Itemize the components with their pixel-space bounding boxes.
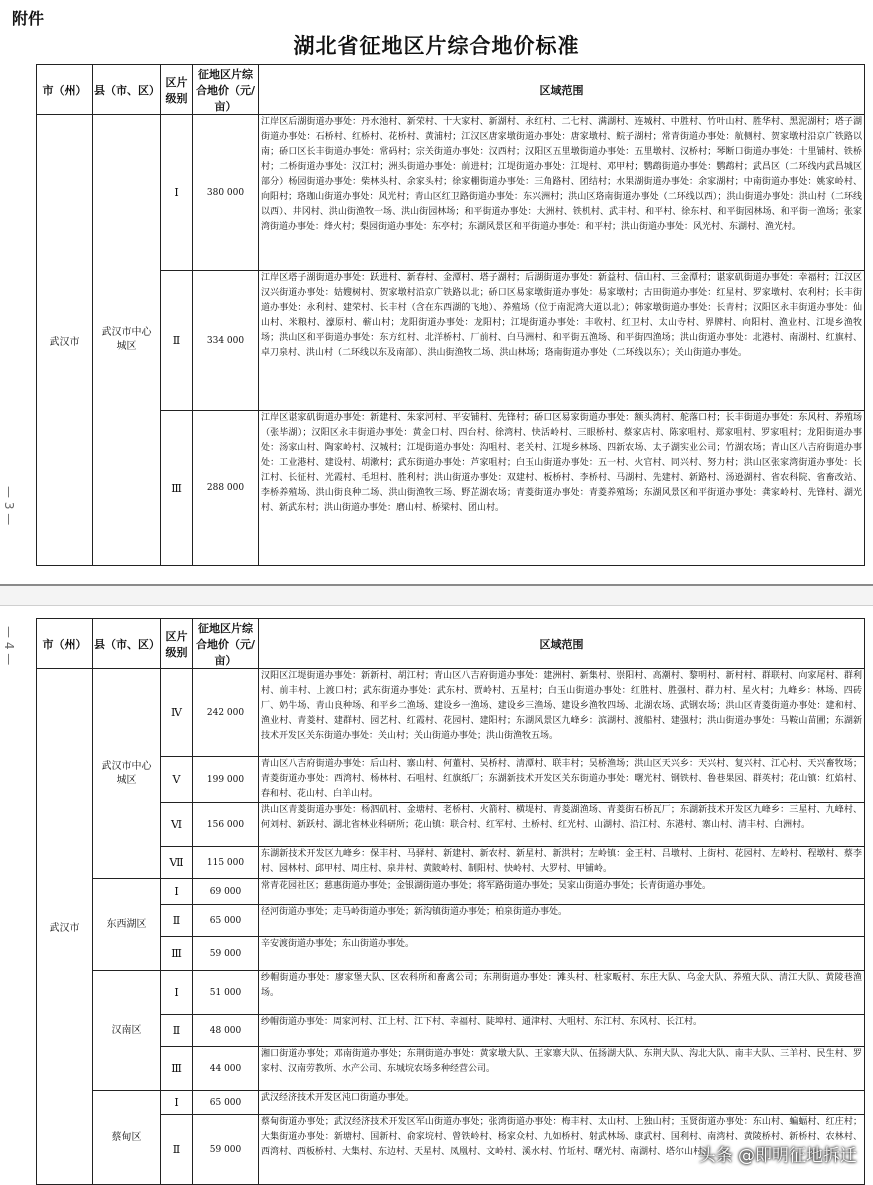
level-cell: Ⅱ [161,1015,193,1047]
price-cell: 65 000 [193,1091,259,1115]
price-cell: 199 000 [193,757,259,803]
county-cell [93,879,161,971]
table-row [37,1091,865,1115]
table-row [37,1015,865,1047]
table-row [37,1047,865,1091]
scope-cell: 常青花园社区；慈惠街道办事处；金银湖街道办事处；将军路街道办事处；吴家山街道办事处；长青街道办事处。 [259,879,865,905]
table-row [37,905,865,937]
header-scope: 区域范围 [259,65,865,115]
county-cell [93,1091,161,1185]
county-cell [93,971,161,1091]
page-number: — 3 — [2,486,16,526]
level-cell: Ⅳ [161,669,193,757]
level-cell: Ⅱ [161,905,193,937]
table-row [37,271,865,411]
price-cell: 44 000 [193,1047,259,1091]
level-cell: Ⅲ [161,411,193,566]
scope-cell: 武汉经济技术开发区沌口街道办事处。 [259,1091,865,1115]
header-city: 市（州） [37,619,93,669]
county-cell [93,115,161,566]
document-title: 湖北省征地区片综合地价标准 [293,34,580,58]
county-label: 武汉市中心城区 [101,760,152,786]
table-header-row [37,619,865,669]
document-page-4 [0,606,873,1178]
level-cell: Ⅰ [161,115,193,271]
table-row [37,757,865,803]
county-cell [93,669,161,879]
price-cell: 380 000 [193,115,259,271]
level-cell: Ⅰ [161,879,193,905]
price-cell: 48 000 [193,1015,259,1047]
city-cell: 武汉市 [37,115,93,566]
page-separator [0,584,873,606]
table-header-row [37,65,865,115]
scope-cell: 汉阳区江堤街道办事处：新新村、胡江村；青山区八吉府街道办事处：建洲村、新集村、崇阳村、高潮村、黎明村、新村村、群联村、向家尾村、群利村、前丰村、上渡口村；武东街道办事处：武东村、贾岭村、五星村；白玉山街道办事处：红胜村、胜强村、群力村、星火村；九峰乡：林场、四砖厂、奶牛场、青山良种场、和平乡二渔场、建设乡一渔场、建设乡三渔场、建设乡渔牧四场、北湖农场、武钢农场；洪山区青菱街道办事处：建和村、渔业村、青菱村、建群村、园艺村、红霞村、花园村、建阳村；东湖风景区九峰乡：滨湖村、渡船村、建强村；洪山街道办事处：马鞍山苗圃；东湖新技术开发区关东街道办事处：关山村；关山街道办事处；洪山街渔牧五场。 [259,669,865,757]
scope-cell: 纱帽街道办事处：廖家堡大队、区农科所和畜禽公司；东荆街道办事处：滩头村、杜家畈村、东庄大队、乌金大队、养殖大队、清江大队、黄陵巷渔场。 [259,971,865,1015]
price-cell: 288 000 [193,411,259,566]
table-row [37,411,865,566]
table-row [37,115,865,271]
header-county: 县（市、区） [93,65,161,115]
header-city: 市（州） [37,65,93,115]
county-label: 蔡甸区 [111,1131,142,1143]
header-county: 县（市、区） [93,619,161,669]
page-number: — 4 — [2,626,16,666]
level-cell: Ⅲ [161,1047,193,1091]
level-cell: Ⅶ [161,847,193,879]
scope-cell: 东湖新技术开发区九峰乡：保丰村、马驿村、新建村、新农村、新星村、新洪村；左岭镇：金王村、吕墩村、上街村、花园村、左岭村、程墩村、蔡李村、园林村、邱甲村、周庄村、泉井村、黄陂岭村、制阳村、快岭村、大罗村、甲铺岭。 [259,847,865,879]
price-cell: 69 000 [193,879,259,905]
price-cell: 59 000 [193,1115,259,1185]
scope-cell: 蔡甸街道办事处；武汉经济技术开发区军山街道办事处；张湾街道办事处：梅丰村、太山村、上独山村；玉贤街道办事处：东山村、蝙蝠村、红庄村；大集街道办事处：新塘村、国新村、俞家垸村、曾铁岭村、杨家众村、九如桥村、射武林场、康武村、国利村、南湾村、黄陵桥村、新桥村、农林村、西湾村、西板桥村、大集村、东边村、天星村、凤凰村、文岭村、溪水村、竹坵村、曙光村、南湖村、塔尔山村。 [259,1115,865,1185]
scope-cell: 湘口街道办事处；邓南街道办事处；东荆街道办事处：黄家墩大队、王家寨大队、伍扬湖大队、东荆大队、沟北大队、南丰大队、三羊村、民生村、罗家村、汉南劳教所、水产公司、东城垸农场多种经营公司。 [259,1047,865,1091]
table-row [37,803,865,847]
attachment-label: 附件 [12,9,45,28]
watermark-text: 头条 @即明征地拆迁 [698,1146,857,1166]
price-cell: 115 000 [193,847,259,879]
city-cell: 武汉市 [37,669,93,1185]
scope-cell: 江岸区塔子湖街道办事处：跃进村、新春村、金潭村、塔子湖村；后湖街道办事处：新益村、信山村、三金潭村；谌家矶街道办事处：幸福村；江汉区汉兴街道办事处：姑嫂树村、贺家墩村沿京广铁路以北；硚口区易家墩街道办事处：易家墩村；古田街道办事处：红星村、罗家墩村、农利村；长丰街道办事处：永利村、建荣村、长丰村（含在东西湖的飞地）、养殖场（位于南泥湾大道以北）；韩家墩街道办事处：长青村；汉阳区永丰街道办事处：仙山村、米粮村、濠原村、蕲山村；龙阳街道办事处：龙阳村；江堤街道办事处：丰收村、红卫村、太山寺村、界牌村、向阳村、渔业村、江堤乡渔牧场；洪山区和平街道办事处：东方红村、北洋桥村、厂前村、白马洲村、和平街五渔场、和平街四渔场；洪山街道办事处：北港村、南湖村、红旗村、卓刀泉村、洪山村（二环线以东及南部）、洪山街渔牧二场、洪山林场；珞南街道办事处（二环线以东）；关山街道办事处。 [259,271,865,411]
scope-cell: 青山区八吉府街道办事处：后山村、寨山村、何董村、吴桥村、清潭村、联丰村；吴桥渔场；洪山区天兴乡：天兴村、复兴村、江心村、天兴畜牧场；青菱街道办事处：西湾村、杨林村、石咀村、红旗纸厂；东湖新技术开发区关东街道办事处：曙光村、钢铁村、鲁巷果园、群英村；花山镇：红焰村、春和村、花山村、白羊山村。 [259,757,865,803]
county-label: 武汉市中心城区 [101,327,152,352]
scope-cell: 江岸区谌家矶街道办事处：新建村、朱家河村、平安铺村、先锋村；硚口区易家街道办事处：额头湾村、舵落口村；长丰街道办事处：东风村、养殖场（张毕湖）；汉阳区永丰街道办事处：黄金口村、四台村、徐湾村、快活岭村、三眼桥村、蔡家店村、陈家咀村、郑家咀村、罗家咀村；龙阳街道办事处：汤家山村、陶家岭村、汉城村；江堤街道办事处：沟咀村、老关村、江堤乡林场、四新农场、太子湖实业公司；竹湖农场；青山区八吉府街道办事处：工业港村、建设村、胡漱村；武东街道办事处：芦家咀村；白玉山街道办事处：五一村、火官村、同兴村、努力村；洪山区张家湾街道办事处：长江村、长征村、光霞村、毛坦村、胜利村；洪山街道办事处：双建村、板桥村、李桥村、马湖村、先建村、新路村、汤逊湖村、省农科院、省畜改站、李桥养殖场、洪山街良种二场、洪山街渔牧三场、野芷湖农场；青菱街道办事处：青菱养殖场；东湖风景区和平街道办事处：龚家岭村、先锋村、湖光村、新武东村；洪山街道办事处：磨山村、桥梁村、团山村。 [259,411,865,566]
price-cell: 242 000 [193,669,259,757]
level-cell: Ⅵ [161,803,193,847]
scope-cell: 洪山区青菱街道办事处：杨泗矶村、金塘村、老桥村、火箭村、横堤村、青菱湖渔场、青菱街石桥瓦厂；东湖新技术开发区九峰乡：三星村、九峰村、何刘村、新跃村、湖北省林业科研所；花山镇：联合村、红军村、土桥村、红光村、山湖村、沿江村、东港村、寨山村、清丰村、白洲村。 [259,803,865,847]
price-cell: 51 000 [193,971,259,1015]
scope-cell: 径河街道办事处；走马岭街道办事处；新沟镇街道办事处；柏泉街道办事处。 [259,905,865,937]
header-scope: 区域范围 [259,619,865,669]
level-cell: Ⅰ [161,971,193,1015]
price-cell: 334 000 [193,271,259,411]
price-cell: 156 000 [193,803,259,847]
county-label: 汉南区 [111,1024,142,1036]
table-row [37,669,865,757]
county-label: 东西湖区 [106,918,147,930]
price-table-page-3 [36,64,865,566]
level-cell: Ⅰ [161,1091,193,1115]
price-cell: 59 000 [193,937,259,971]
price-cell: 65 000 [193,905,259,937]
price-table-page-4 [36,618,865,1185]
header-price: 征地区片综合地价（元/亩） [193,619,259,669]
header-price: 征地区片综合地价（元/亩） [193,65,259,115]
table-row [37,971,865,1015]
table-row [37,847,865,879]
level-cell: Ⅲ [161,937,193,971]
document-page-3 [0,0,873,584]
scope-cell: 江岸区后湖街道办事处：丹水池村、新荣村、十大家村、新湖村、永红村、二七村、满湖村、连城村、中胜村、竹叶山村、胜华村、黑泥湖村；塔子湖街道办事处：石桥村、红桥村、花桥村、黄浦村；江汉区唐家墩街道办事处：唐家墩村、鲩子湖村；常青街道办事处：航侧村、贺家墩村沿京广铁路以南；硚口区长丰街道办事处：常码村；宗关街道办事处：汉西村；汉阳区五里墩街道办事处：五里墩村、汉桥村；琴断口街道办事处：十里铺村、铁桥村；二桥街道办事处：汉江村；洲头街道办事处：前进村；江堤街道办事处：江堤村、邓甲村；鹦鹉街道办事处：鹦鹉村；武昌区（二环线内武昌城区部分）杨园街道办事处：柴林头村、余家头村；徐家棚街道办事处：三角路村、团结村；水果湖街道办事处：余家湖村；中南街道办事处：姚家岭村、向阳村；珞珈山街道办事处：风光村；青山区红卫路街道办事处：东兴洲村；洪山区珞南街道办事处（二环线以西）；洪山街道办事处：洪山村（二环线以西）、井冈村、洪山街渔牧一场、洪山街园林场；和平街道办事处：大洲村、铁机村、武丰村、和平村、徐东村、和平街园林场、和平街一渔场；张家湾街道办事处：烽火村；梨园街道办事处：东亭村；东湖风景区和平街道办事处：和平村；洪山街道办事处：风光村、东湖村、渔光村。 [259,115,865,271]
scope-cell: 辛安渡街道办事处；东山街道办事处。 [259,937,865,971]
header-level: 区片级别 [161,65,193,115]
table-row [37,879,865,905]
scope-cell: 纱帽街道办事处：周家河村、江上村、江下村、幸福村、陡埠村、通津村、大咀村、东江村、东风村、长江村。 [259,1015,865,1047]
header-level: 区片级别 [161,619,193,669]
level-cell: Ⅱ [161,271,193,411]
table-row [37,937,865,971]
level-cell: Ⅱ [161,1115,193,1185]
level-cell: Ⅴ [161,757,193,803]
